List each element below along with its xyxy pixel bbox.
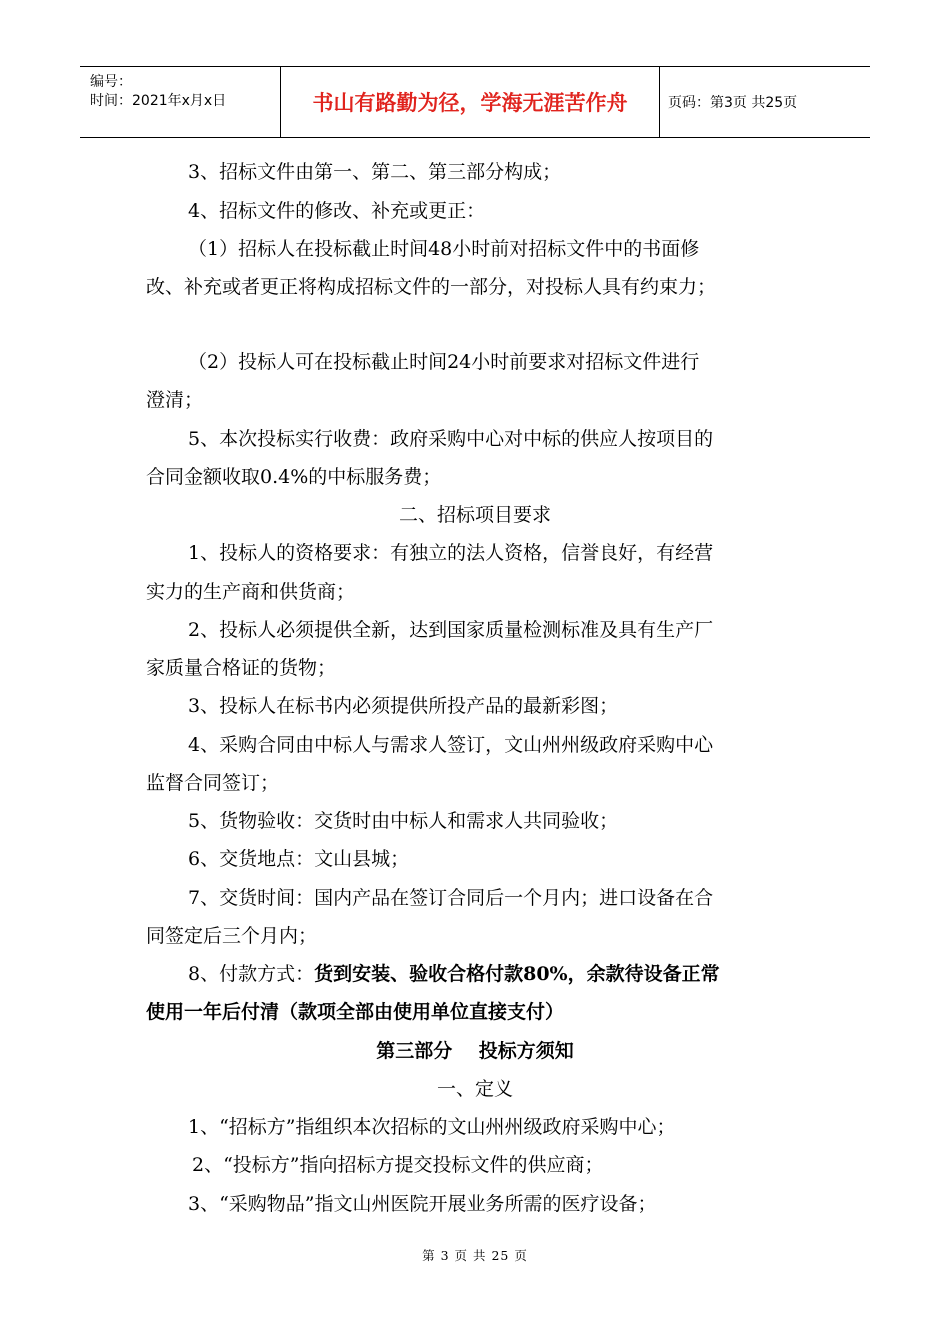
paragraph-line: 同签定后三个月内； xyxy=(146,925,318,947)
paragraph-line xyxy=(188,962,720,986)
paragraph-line: 4、招标文件的修改、补充或更正： xyxy=(188,200,486,222)
paragraph-line: 澄清； xyxy=(146,389,204,411)
paragraph-line: 3、投标人在标书内必须提供所投产品的最新彩图； xyxy=(188,695,619,717)
paragraph-line: 3、招标文件由第一、第二、第三部分构成； xyxy=(188,161,562,183)
paragraph-line: 合同金额收取0.4%的中标服务费； xyxy=(146,466,442,488)
paragraph-line: 改、补充或者更正将构成招标文件的一部分，对投标人具有约束力； xyxy=(146,276,717,298)
payment-label: 8、付款方式： xyxy=(188,963,315,985)
paragraph-line: （1）招标人在投标截止时间48小时前对招标文件中的书面修 xyxy=(188,238,700,260)
part-heading: 第三部分 投标方须知 xyxy=(376,1040,574,1062)
header-meta xyxy=(80,67,280,137)
header-page-label: 页码：第3页 共25页 xyxy=(668,95,798,111)
paragraph-line: 7、交货时间：国内产品在签订合同后一个月内；进口设备在合 xyxy=(188,887,714,909)
paragraph-line: 4、采购合同由中标人与需求人签订，文山州州级政府采购中心 xyxy=(188,734,714,756)
paragraph-line: 5、货物验收：交货时由中标人和需求人共同验收； xyxy=(188,810,619,832)
paragraph-line: 1、“招标方”指组织本次招标的文山州州级政府采购中心； xyxy=(188,1116,676,1138)
paragraph-line: 5、本次投标实行收费：政府采购中心对中标的供应人按项目的 xyxy=(188,428,714,450)
section-heading: 二、招标项目要求 xyxy=(398,504,551,526)
paragraph-line: 3、“采购物品”指文山州医院开展业务所需的医疗设备； xyxy=(188,1193,657,1215)
number-label: 编号： xyxy=(90,74,132,90)
page-header xyxy=(80,66,870,138)
paragraph-line: 家质量合格证的货物； xyxy=(146,657,337,679)
page-footer: 第 3 页 共 25 页 xyxy=(422,1248,528,1263)
time-label: 时间：2021年x月x日 xyxy=(90,93,227,109)
section-heading: 一、定义 xyxy=(436,1078,513,1100)
paragraph-line: 2、“投标方”指向招标方提交投标文件的供应商； xyxy=(192,1154,604,1176)
paragraph-line: 使用一年后付清（款项全部由使用单位直接支付） xyxy=(146,1001,565,1023)
payment-terms: 货到安装、验收合格付款80%，余款待设备正常 xyxy=(314,963,720,985)
paragraph-line: （2）投标人可在投标截止时间24小时前要求对招标文件进行 xyxy=(188,351,700,373)
header-motto: 书山有路勤为径，学海无涯苦作舟 xyxy=(280,67,660,137)
paragraph-line: 6、交货地点：文山县城； xyxy=(188,848,410,870)
paragraph-line: 1、投标人的资格要求：有独立的法人资格，信誉良好，有经营 xyxy=(188,542,714,564)
paragraph-line: 2、投标人必须提供全新，达到国家质量检测标准及具有生产厂 xyxy=(188,619,714,641)
paragraph-line: 实力的生产商和供货商； xyxy=(146,581,356,603)
paragraph-line: 监督合同签订； xyxy=(146,772,280,794)
